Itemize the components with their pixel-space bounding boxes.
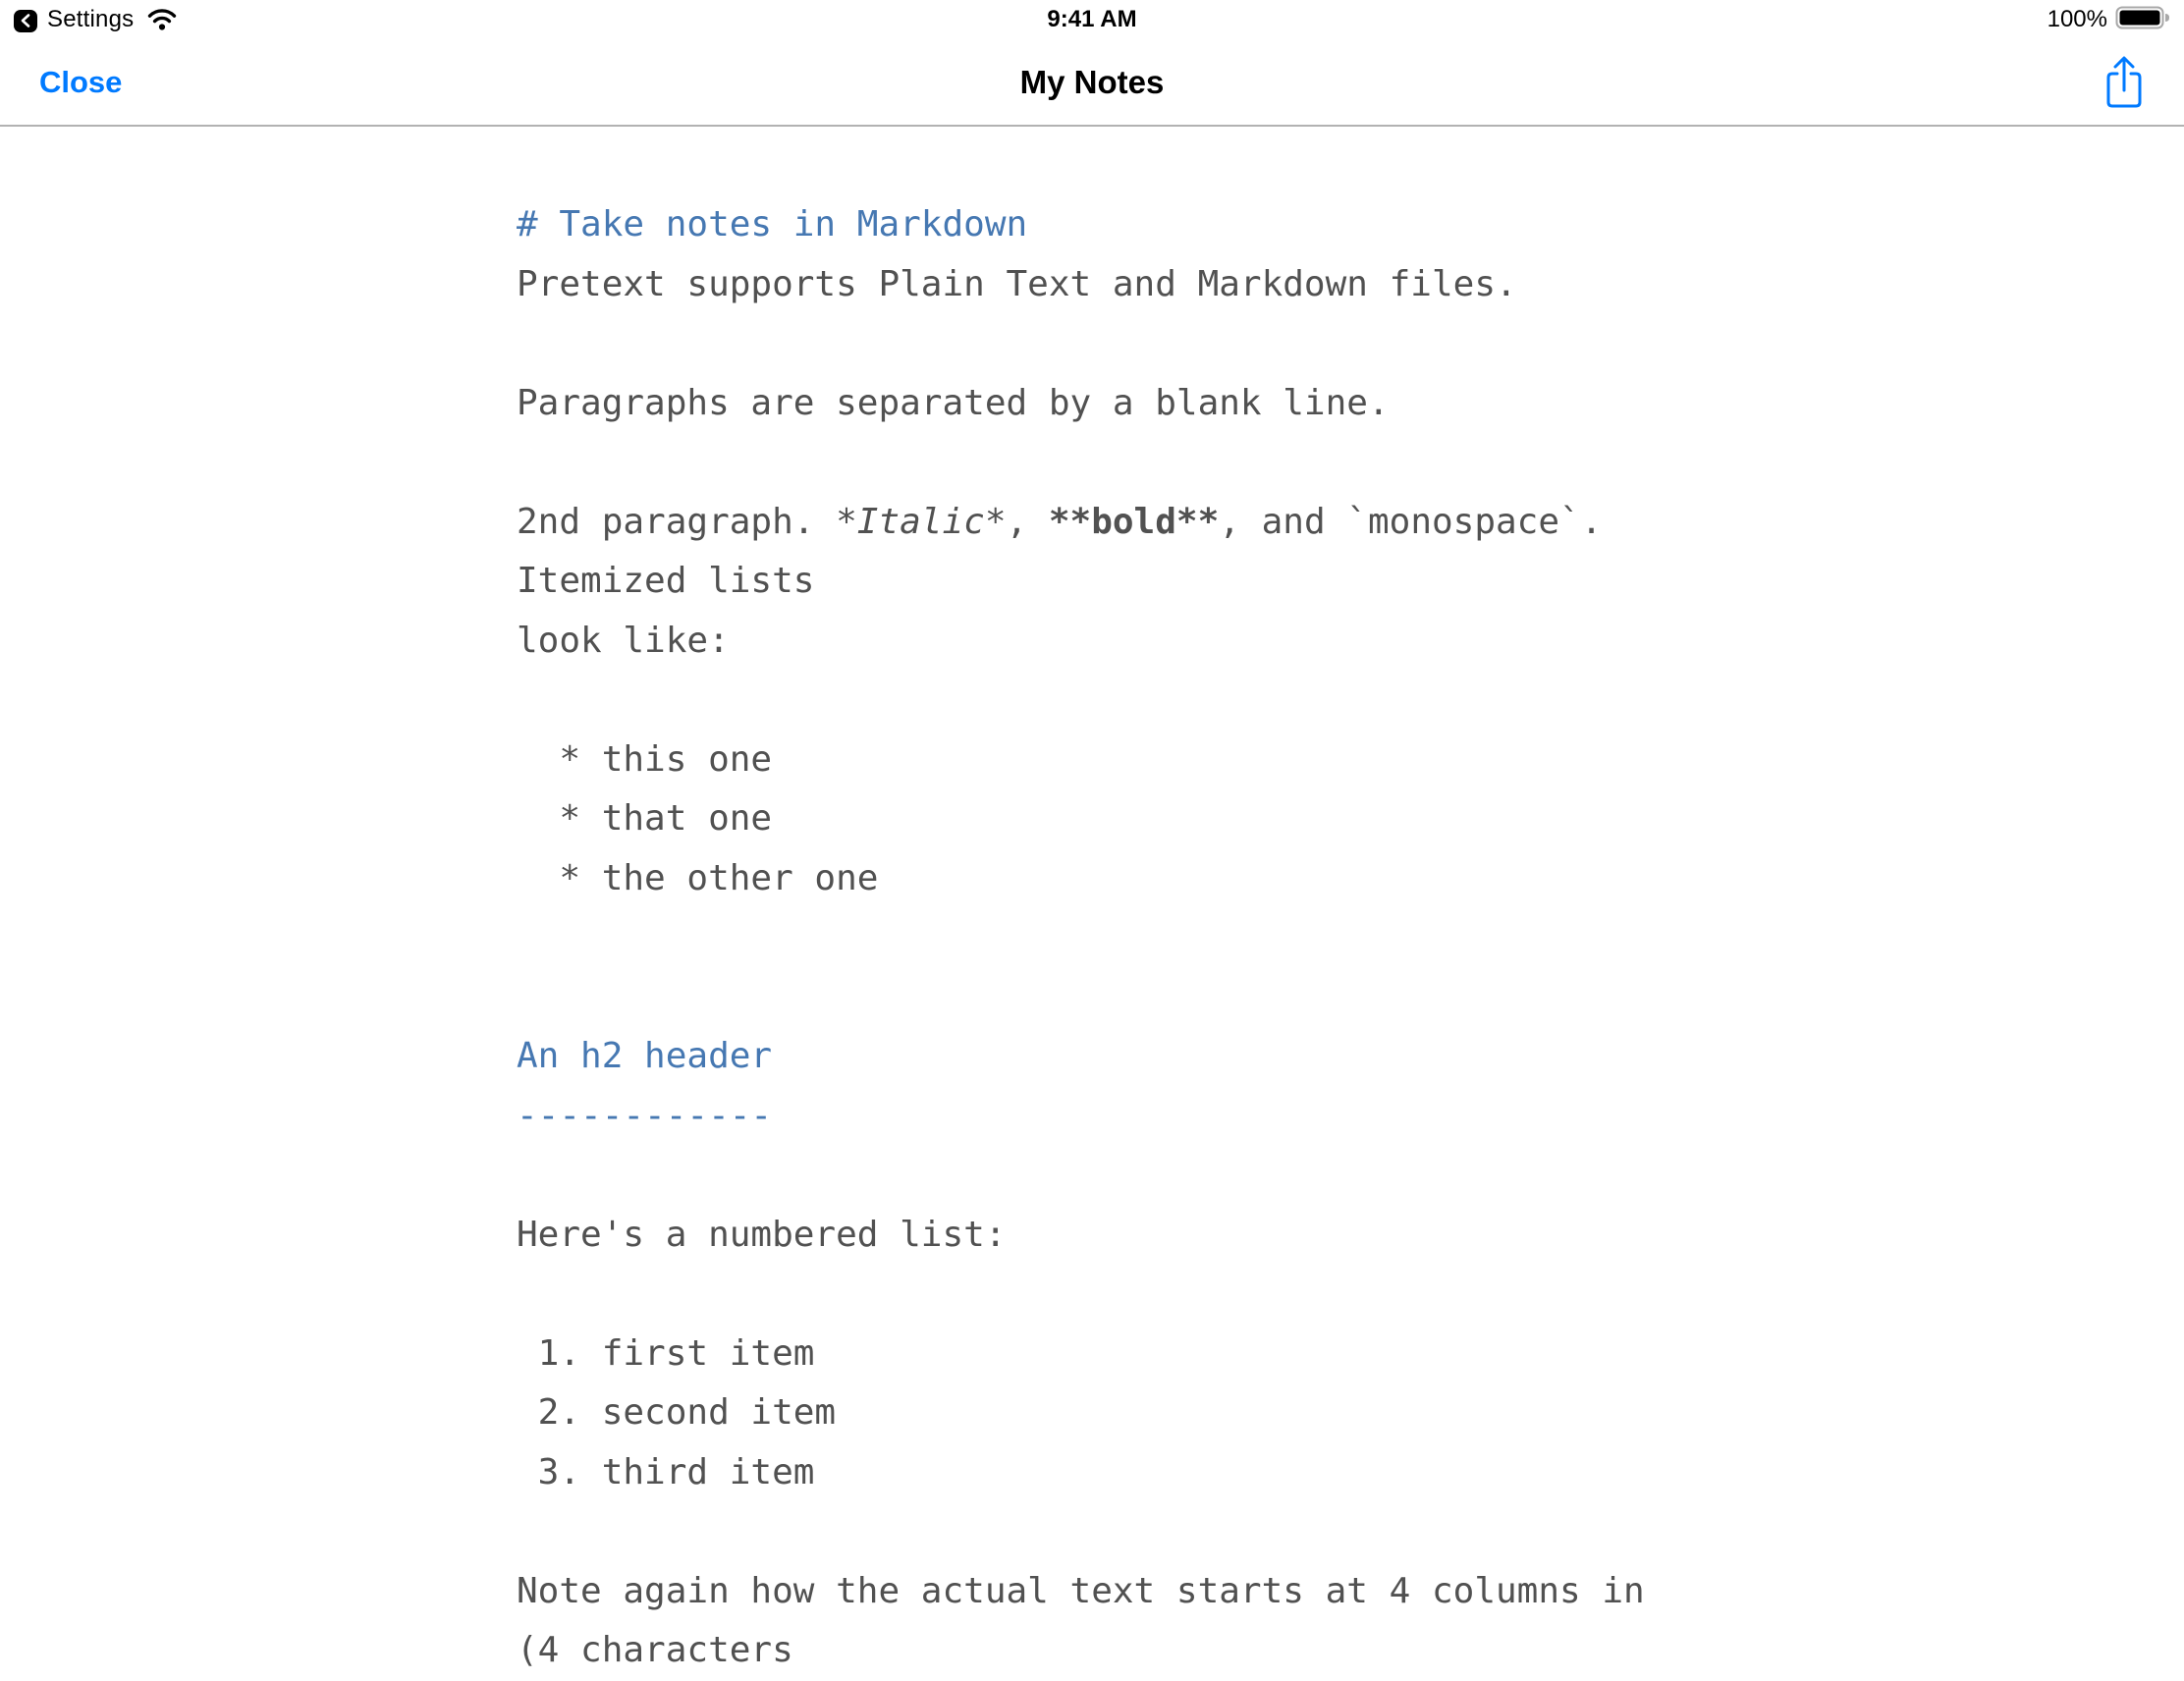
- note-line: ------------: [517, 1095, 773, 1136]
- close-button[interactable]: Close: [39, 39, 122, 125]
- battery-status: [2048, 6, 2170, 34]
- note-line: [517, 314, 1645, 374]
- note-content[interactable]: [517, 195, 1645, 1681]
- back-to-app-label: Settings: [47, 6, 135, 32]
- wifi-icon: [147, 8, 177, 35]
- battery-percent-label: 100%: [2047, 6, 2107, 32]
- note-line: Paragraphs are separated by a blank line.: [517, 382, 1390, 423]
- note-line: [517, 433, 1645, 493]
- note-line: [517, 671, 1645, 731]
- battery-icon: [2115, 6, 2170, 34]
- note-line: 2. second item: [517, 1392, 837, 1433]
- note-line: [517, 1146, 1645, 1206]
- note-line: Pretext supports Plain Text and Markdown files.: [517, 263, 1517, 304]
- note-line: * that one: [517, 798, 773, 839]
- note-line: look like:: [517, 620, 730, 661]
- note-line: [517, 1502, 1645, 1562]
- note-line: [517, 1265, 1645, 1325]
- note-line: 1. first item: [517, 1332, 815, 1374]
- note-line: 2nd paragraph. *Italic*, **bold**, and `monospace`.: [517, 501, 1603, 542]
- note-line: 3. third item: [517, 1451, 815, 1492]
- note-line: [517, 968, 1645, 1028]
- note-line: Itemized lists: [517, 561, 815, 601]
- note-line: (4 characters: [517, 1630, 793, 1670]
- note-line: * this one: [517, 738, 773, 780]
- note-line: Note again how the actual text starts at 4 columns in: [517, 1570, 1645, 1611]
- back-to-app-breadcrumb[interactable]: [14, 5, 177, 35]
- share-button[interactable]: [2104, 39, 2144, 125]
- share-icon: [2104, 55, 2144, 110]
- note-line: # Take notes in Markdown: [517, 204, 1028, 244]
- note-line: [517, 908, 1645, 968]
- note-line: Here's a numbered list:: [517, 1214, 1007, 1255]
- note-line: * the other one: [517, 857, 879, 898]
- status-time: 9:41 AM: [1047, 6, 1137, 32]
- back-chevron-icon: [14, 10, 37, 32]
- note-line: An h2 header: [517, 1036, 773, 1076]
- page-title: My Notes: [1019, 63, 1165, 100]
- nav-bar: [0, 39, 2184, 127]
- status-bar: [0, 0, 2184, 39]
